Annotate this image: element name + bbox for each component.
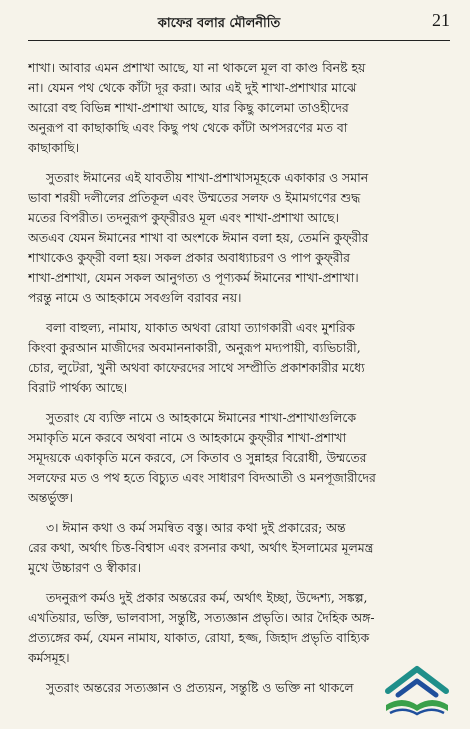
page-header (28, 8, 450, 41)
text-line: কর্মসমূহ। (28, 650, 70, 665)
text-line: সুতরাং ঈমানের এই যাবতীয় শাখা-প্রশাখাসমূহকে একাকার ও সমান (46, 170, 369, 185)
text-line: বলা বাহুল্য, নামায, যাকাত অথবা রোযা ত্যাগকারী এবং মুশরিক (46, 320, 355, 335)
running-title: কাফের বলার মৌলনীতি (157, 16, 281, 31)
text-line: শাখাকেও কুফ্‌রী বলা হয়। সকল প্রকার অবাধ্যাচরণ ও পাপ কুফ্‌রীর (28, 250, 350, 265)
text-line: কাছাকাছি। (28, 140, 80, 155)
text-line: সলফের মত ও পথ হতে বিচ্যুত এবং সাধারণ বিদআতী ও মনপূজারীদের (28, 470, 376, 485)
paragraph-3 (28, 318, 450, 398)
text-line: না। যেমন পথ থেকে কাঁটা দূর করা। আর এই দুই শাখা-প্রশাখার মাঝে (28, 80, 357, 95)
text-line: অনুরূপ বা কাছাকাছি এবং কিছু পথ থেকে কাঁটা অপসরণের মত বা (28, 120, 348, 135)
text-line: তদনুরূপ কর্মও দুই প্রকার অন্তরের কর্ম, অর্থাৎ ইচ্ছা, উদ্দেশ্য, সঙ্কল্প, (46, 590, 368, 605)
text-line: সুতরাং যে ব্যক্তি নামে ও আহকামে ঈমানের শাখা-প্রশাখাগুলিকে (46, 410, 356, 425)
paragraph-2 (28, 168, 450, 308)
text-line: সমূদয়কে একাকৃতি মনে করবে, সে কিতাব ও সুন্নাহর বিরোধী, উম্মতের (28, 450, 367, 465)
text-line: রের কথা, অর্থাৎ চিত্ত-বিশ্বাস এবং রসনার কথা, অর্থাৎ ইসলামের মূলমন্ত্র (28, 540, 374, 555)
text-line: মতের বিপরীত। তদনুরূপ কুফ্‌রীরও মূল এবং শাখা-প্রশাখা আছে। (28, 210, 339, 225)
paragraph-1 (28, 58, 450, 158)
text-line: সমাকৃতি মনে করবে অথবা নামে ও আহকামে কুফ্‌রীর শাখা-প্রশাখা (28, 430, 347, 445)
text-line: পরন্তু নামে ও আহকামে সবগুলি বরাবর নয়। (28, 290, 242, 305)
text-line: কিংবা কুরআন মাজীদের অবমাননাকারী, অনুরূপ মদ্যপায়ী, ব্যভিচারী, (28, 340, 361, 355)
text-line: আরো বহু বিভিন্ন শাখা-প্রশাখা আছে, যার কিছু কালেমা তাওহীদের (28, 100, 349, 115)
text-line: বিরাট পার্থক্য আছে। (28, 380, 128, 395)
paragraph-6 (28, 588, 450, 668)
text-line: এখতিয়ার, ভক্তি, ভালবাসা, সন্তুষ্টি, সত্যজ্ঞান প্রভৃতি। আর দৈহিক অঙ্গ- (28, 610, 375, 625)
text-line: শাখা। আবার এমন প্রশাখা আছে, যা না থাকলে মূল বা কাণ্ড বিনষ্ট হয় (28, 60, 366, 75)
text-line: ভাবা শরয়ী দলীলের প্রতিকূল এবং উম্মতের সলফ ও ইমামগণের শুদ্ধ (28, 190, 361, 205)
text-line: সুতরাং অন্তরের সত্যজ্ঞান ও প্রত্যয়ন, সন্তুষ্টি ও ভক্তি না থাকলে (46, 680, 354, 695)
page-number: 21 (432, 10, 450, 30)
body-text (28, 58, 450, 708)
text-line: ৩। ঈমান কথা ও কর্ম সমন্বিত বস্তু। আর কথা দুই প্রকারের; অন্ত (46, 520, 346, 535)
text-line: মুখে উচ্চারণ ও স্বীকার। (28, 560, 142, 575)
publisher-book-logo-icon (380, 661, 454, 719)
text-line: প্রত্যঙ্গের কর্ম, যেমন নামায, যাকাত, রোযা, হজ্জ, জিহাদ প্রভৃতি বাহ্যিক (28, 630, 370, 645)
paragraph-5 (28, 518, 450, 578)
text-line: অতএব যেমন ঈমানের শাখা বা অংশকে ঈমান বলা হয়, তেমনি কুফ্‌রীর (28, 230, 369, 245)
paragraph-4 (28, 408, 450, 508)
text-line: শাখা-প্রশাখা, যেমন সকল আনুগত্য ও পূণ্যকর্ম ঈমানের শাখা-প্রশাখা। (28, 270, 359, 285)
text-line: চোর, লুটেরা, খুনী অথবা কাফেরদের সাথে সম্প্রীতি প্রকাশকারীর মধ্যে (28, 360, 365, 375)
text-line: অন্তর্ভুক্ত। (28, 490, 73, 505)
